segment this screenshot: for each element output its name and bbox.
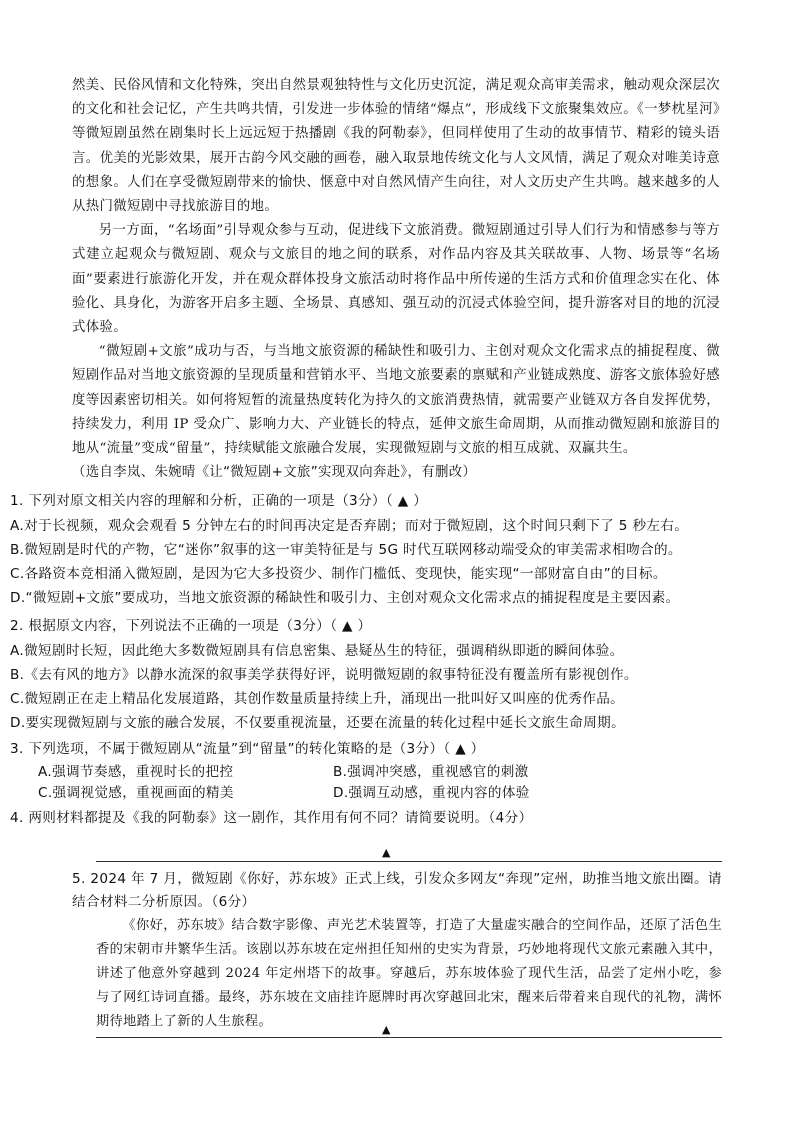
answer-marker-q5: ▲ [382,1023,391,1036]
question-5-stem: 5. 2024 年 7 月，微短剧《你好，苏东坡》正式上线，引发众多网友“奔现”定州，助推当地文旅出圈。请结合材料二分析原因。（6分） [72,871,722,910]
question-3-option-a[interactable]: A.强调节奏感，重视时长的把控 [38,763,234,780]
question-3-option-d[interactable]: D.强调互动感，重视内容的体验 [333,784,530,801]
passage-paragraph-1: 然美、民俗风情和文化特殊，突出自然景观独特性与文化历史沉淀，满足观众高审美需求，触动观众深层次的文化和社会记忆，产生共鸣共情，引发进一步体验的情绪“爆点”，形成线下文旅聚集效应。《一梦枕星河》等微短剧虽然在剧集时长上远远短于热播剧《我的阿勒泰》，但同样使用了生动的故事情节、精彩的镜头语言。优美的光影效果，展开古韵今风交融的画卷，融入取景地传统文化与人文风情，满足了观众对唯美诗意的想象。人们在享受微短剧带来的愉快、惬意中对自然风情产生向往，对人文历史产生共鸣。越来越多的人从热门微短剧中寻找旅游目的地。 [72,78,720,215]
passage-source: （选自李岚、朱婉晴《让“微短剧+文旅”实现双向奔赴》，有删改） [72,465,477,481]
question-4 [10,806,720,830]
question-2-option-a[interactable]: A.微短剧时长短，因此绝大多数微短剧具有信息密集、悬疑丛生的特征，强调稍纵即逝的瞬间体验。 [10,642,624,659]
question-3 [10,737,720,803]
question-1 [10,489,720,610]
question-3-options-row-2 [38,783,720,804]
question-4-stem: 4. 两则材料都提及《我的阿勒泰》这一剧作，其作用有何不同？请简要说明。（4分） [10,809,533,826]
question-3-option-b[interactable]: B.强调冲突感，重视感官的刺激 [333,763,529,780]
question-3-stem: 3. 下列选项，不属于微短剧从“流量”到“留量”的转化策略的是（3分）（ ▲ ） [10,741,485,758]
question-2-stem: 2. 根据原文内容，下列说法不正确的一项是（3分）（ ▲ ） [10,618,372,635]
question-3-option-c[interactable]: C.强调视觉感，重视画面的精美 [38,784,234,801]
question-2-option-d[interactable]: D.要实现微短剧与文旅的融合发展，不仅要重视流量，还要在流量的转化过程中延长文旅生命周期。 [10,715,626,732]
question-5 [72,868,722,1034]
question-1-stem: 1. 下列对原文相关内容的理解和分析，正确的一项是（3分）（ ▲ ） [10,493,428,510]
answer-marker-q4: ▲ [382,846,391,859]
reading-passage [10,74,720,830]
passage-paragraph-2: 另一方面，“名场面”引导观众参与互动，促进线下文旅消费。微短剧通过引导人们行为和情感参与等方式建立起观众与微短剧、观众与文旅目的地之间的联系，对作品内容及其关联故事、人物、场景等“名场面”要素进行旅游化开发，并在观众群体投身文旅活动时将作品中所传递的生活方式和价值理念实在化、体验化、具身化，为游客开启多主题、全场景、真感知、强互动的沉浸式体验空间，提升游客对目的地的沉浸式体验。 [72,223,720,336]
answer-line-q5[interactable] [96,1037,722,1038]
question-1-option-a[interactable]: A.对于长视频，观众会观看 5 分钟左右的时间再决定是否弃剧；而对于微短剧，这个时间只剩下了 5 秒左右。 [10,517,689,534]
question-1-option-d[interactable]: D.“微短剧+文旅”要成功，当地文旅资源的稀缺性和吸引力、主创对观众文化需求点的捕捉程度是主要因素。 [10,590,680,607]
question-5-material: 《你好，苏东坡》结合数字影像、声光艺术装置等，打造了大量虚实融合的空间作品，还原了活色生香的宋朝市井繁华生活。该剧以苏东坡在定州担任知州的史实为背景，巧妙地将现代文旅元素融入其中，讲述了他意外穿越到 2024 年定州塔下的故事。穿越后，苏东坡体验了现代生活，品尝了定州小吃，参与了网红诗词直播。最终，苏东坡在文庙挂许愿牌时再次穿越回北宋，醒来后带着来自现代的礼物，满怀期待地踏上了新的人生旅程。 [96,918,722,1029]
answer-line-q4[interactable] [96,861,722,862]
question-2-option-b[interactable]: B.《去有风的地方》以静水流深的叙事美学获得好评，说明微短剧的叙事特征没有覆盖所有影视创作。 [10,666,638,683]
question-1-option-c[interactable]: C.各路资本竞相涌入微短剧，是因为它大多投资少、制作门槛低、变现快，能实现“一部财富自由”的目标。 [10,566,667,583]
passage-paragraph-3: “微短剧+文旅”成功与否，与当地文旅资源的稀缺性和吸引力、主创对观众文化需求点的捕捉程度、微短剧作品对当地文旅资源的呈现质量和营销水平、当地文旅要素的禀赋和产业链成熟度、游客文旅体验好感度等因素密切相关。如何将短暂的流量热度转化为持久的文旅消费热情，就需要产业链双方各自发挥优势，持续发力，利用 IP 受众广、影响力大、产业链长的特点，延伸文旅生命周期，从而推动微短剧和旅游目的地从“流量”变成“留量”，持续赋能文旅融合发展，实现微短剧与文旅的相互成就、双赢共生。 [72,344,720,457]
question-1-option-b[interactable]: B.微短剧是时代的产物，它“迷你”叙事的这一审美特征是与 5G 时代互联网移动端受众的审美需求相吻合的。 [10,541,682,558]
question-2-option-c[interactable]: C.微短剧正在走上精品化发展道路，其创作数量质量持续上升，涌现出一批叫好又叫座的优秀作品。 [10,691,625,708]
question-3-options-row-1 [38,762,720,783]
question-2 [10,614,720,735]
